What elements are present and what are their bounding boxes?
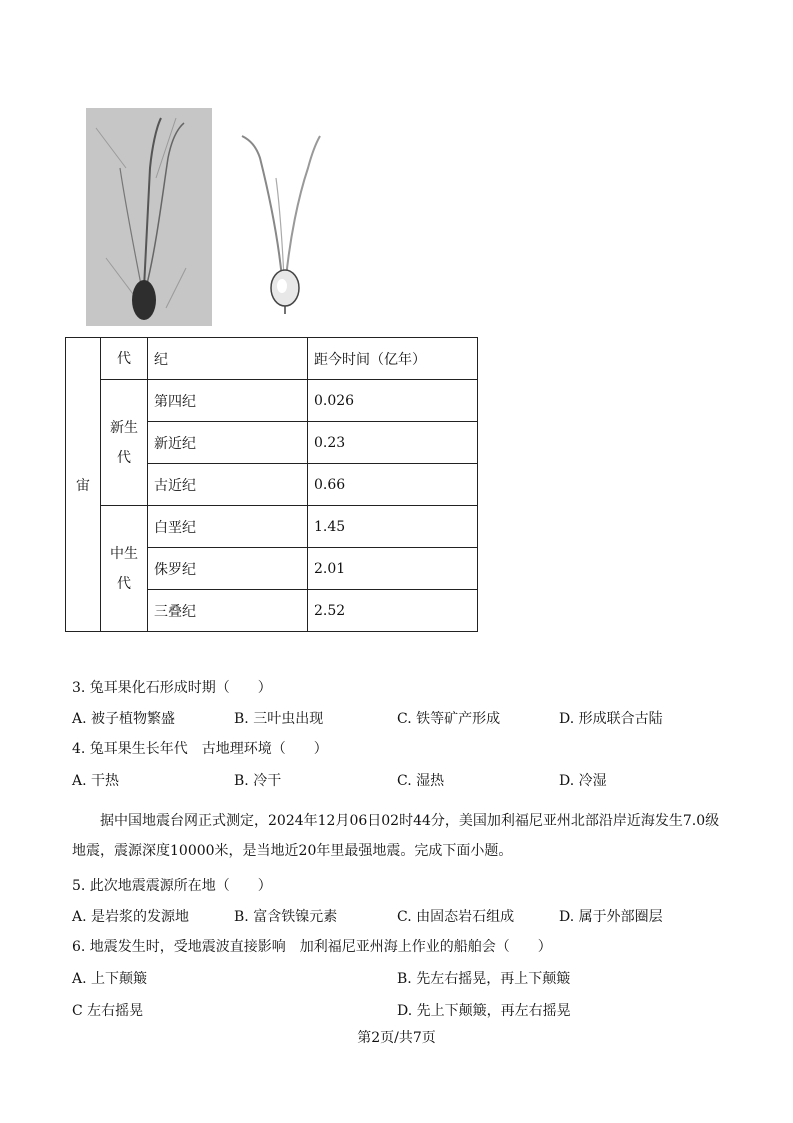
question-5-option-c[interactable]: C. 由固态岩石组成 [397,909,515,925]
question-5-stem: 5. 此次地震震源所在地（ ） [72,878,272,894]
question-4-option-d[interactable]: D. 冷湿 [559,773,607,789]
question-3-option-b[interactable]: B. 三叶虫出现 [234,711,324,727]
question-6-option-d[interactable]: D. 先上下颠簸，再左右摇晃 [397,1003,571,1019]
question-4-option-c[interactable]: C. 湿热 [397,773,445,789]
period-cell: 白垩纪 [148,506,308,548]
passage-text: 据中国地震台网正式测定，2024年12月06日02时44分，美国加利福尼亚州北部沿岸近海发生7.0级地震，震源深度10000米，是当地近20年里最强地震。完成下面小题。 [72,813,720,859]
era-cenozoic: 新生代 [101,380,148,506]
table-row [66,506,478,548]
question-5-option-b[interactable]: B. 富含铁镍元素 [234,909,338,925]
time-cell: 0.23 [308,422,478,464]
period-cell: 第四纪 [148,380,308,422]
question-3-option-d[interactable]: D. 形成联合古陆 [559,711,663,727]
page-number-footer: 第2页/共7页 [357,1030,436,1046]
question-6-option-a[interactable]: A. 上下颠簸 [72,971,148,987]
fossil-photo [86,108,212,326]
question-6-option-c[interactable]: C 左右摇晃 [72,1003,144,1019]
era-mesozoic: 中生代 [101,506,148,632]
time-cell: 0.66 [308,464,478,506]
question-6-stem: 6. 地震发生时，受地震波直接影响 加利福尼亚州海上作业的船舶会（ ） [72,939,552,955]
time-cell: 2.52 [308,590,478,632]
period-cell: 古近纪 [148,464,308,506]
time-cell: 0.026 [308,380,478,422]
question-4-option-a[interactable]: A. 干热 [72,773,120,789]
period-cell: 新近纪 [148,422,308,464]
table-row [66,380,478,422]
question-3-option-a[interactable]: A. 被子植物繁盛 [72,711,176,727]
period-cell: 三叠纪 [148,590,308,632]
header-era: 代 [101,338,148,380]
question-5-option-d[interactable]: D. 属于外部圈层 [559,909,663,925]
period-cell: 侏罗纪 [148,548,308,590]
question-4-stem: 4. 兔耳果生长年代 古地理环境（ ） [72,741,328,757]
header-time: 距今时间（亿年） [308,338,478,380]
question-4-option-b[interactable]: B. 冷干 [234,773,282,789]
question-3-stem: 3. 兔耳果化石形成时期（ ） [72,680,272,696]
eon-cell: 宙 [66,338,101,632]
question-3-option-c[interactable]: C. 铁等矿产形成 [397,711,501,727]
plant-illustration [220,128,330,328]
geologic-time-table [65,337,478,632]
time-cell: 1.45 [308,506,478,548]
time-cell: 2.01 [308,548,478,590]
question-6-option-b[interactable]: B. 先左右摇晃，再上下颠簸 [397,971,571,987]
question-5-option-a[interactable]: A. 是岩浆的发源地 [72,909,190,925]
header-period: 纪 [148,338,308,380]
